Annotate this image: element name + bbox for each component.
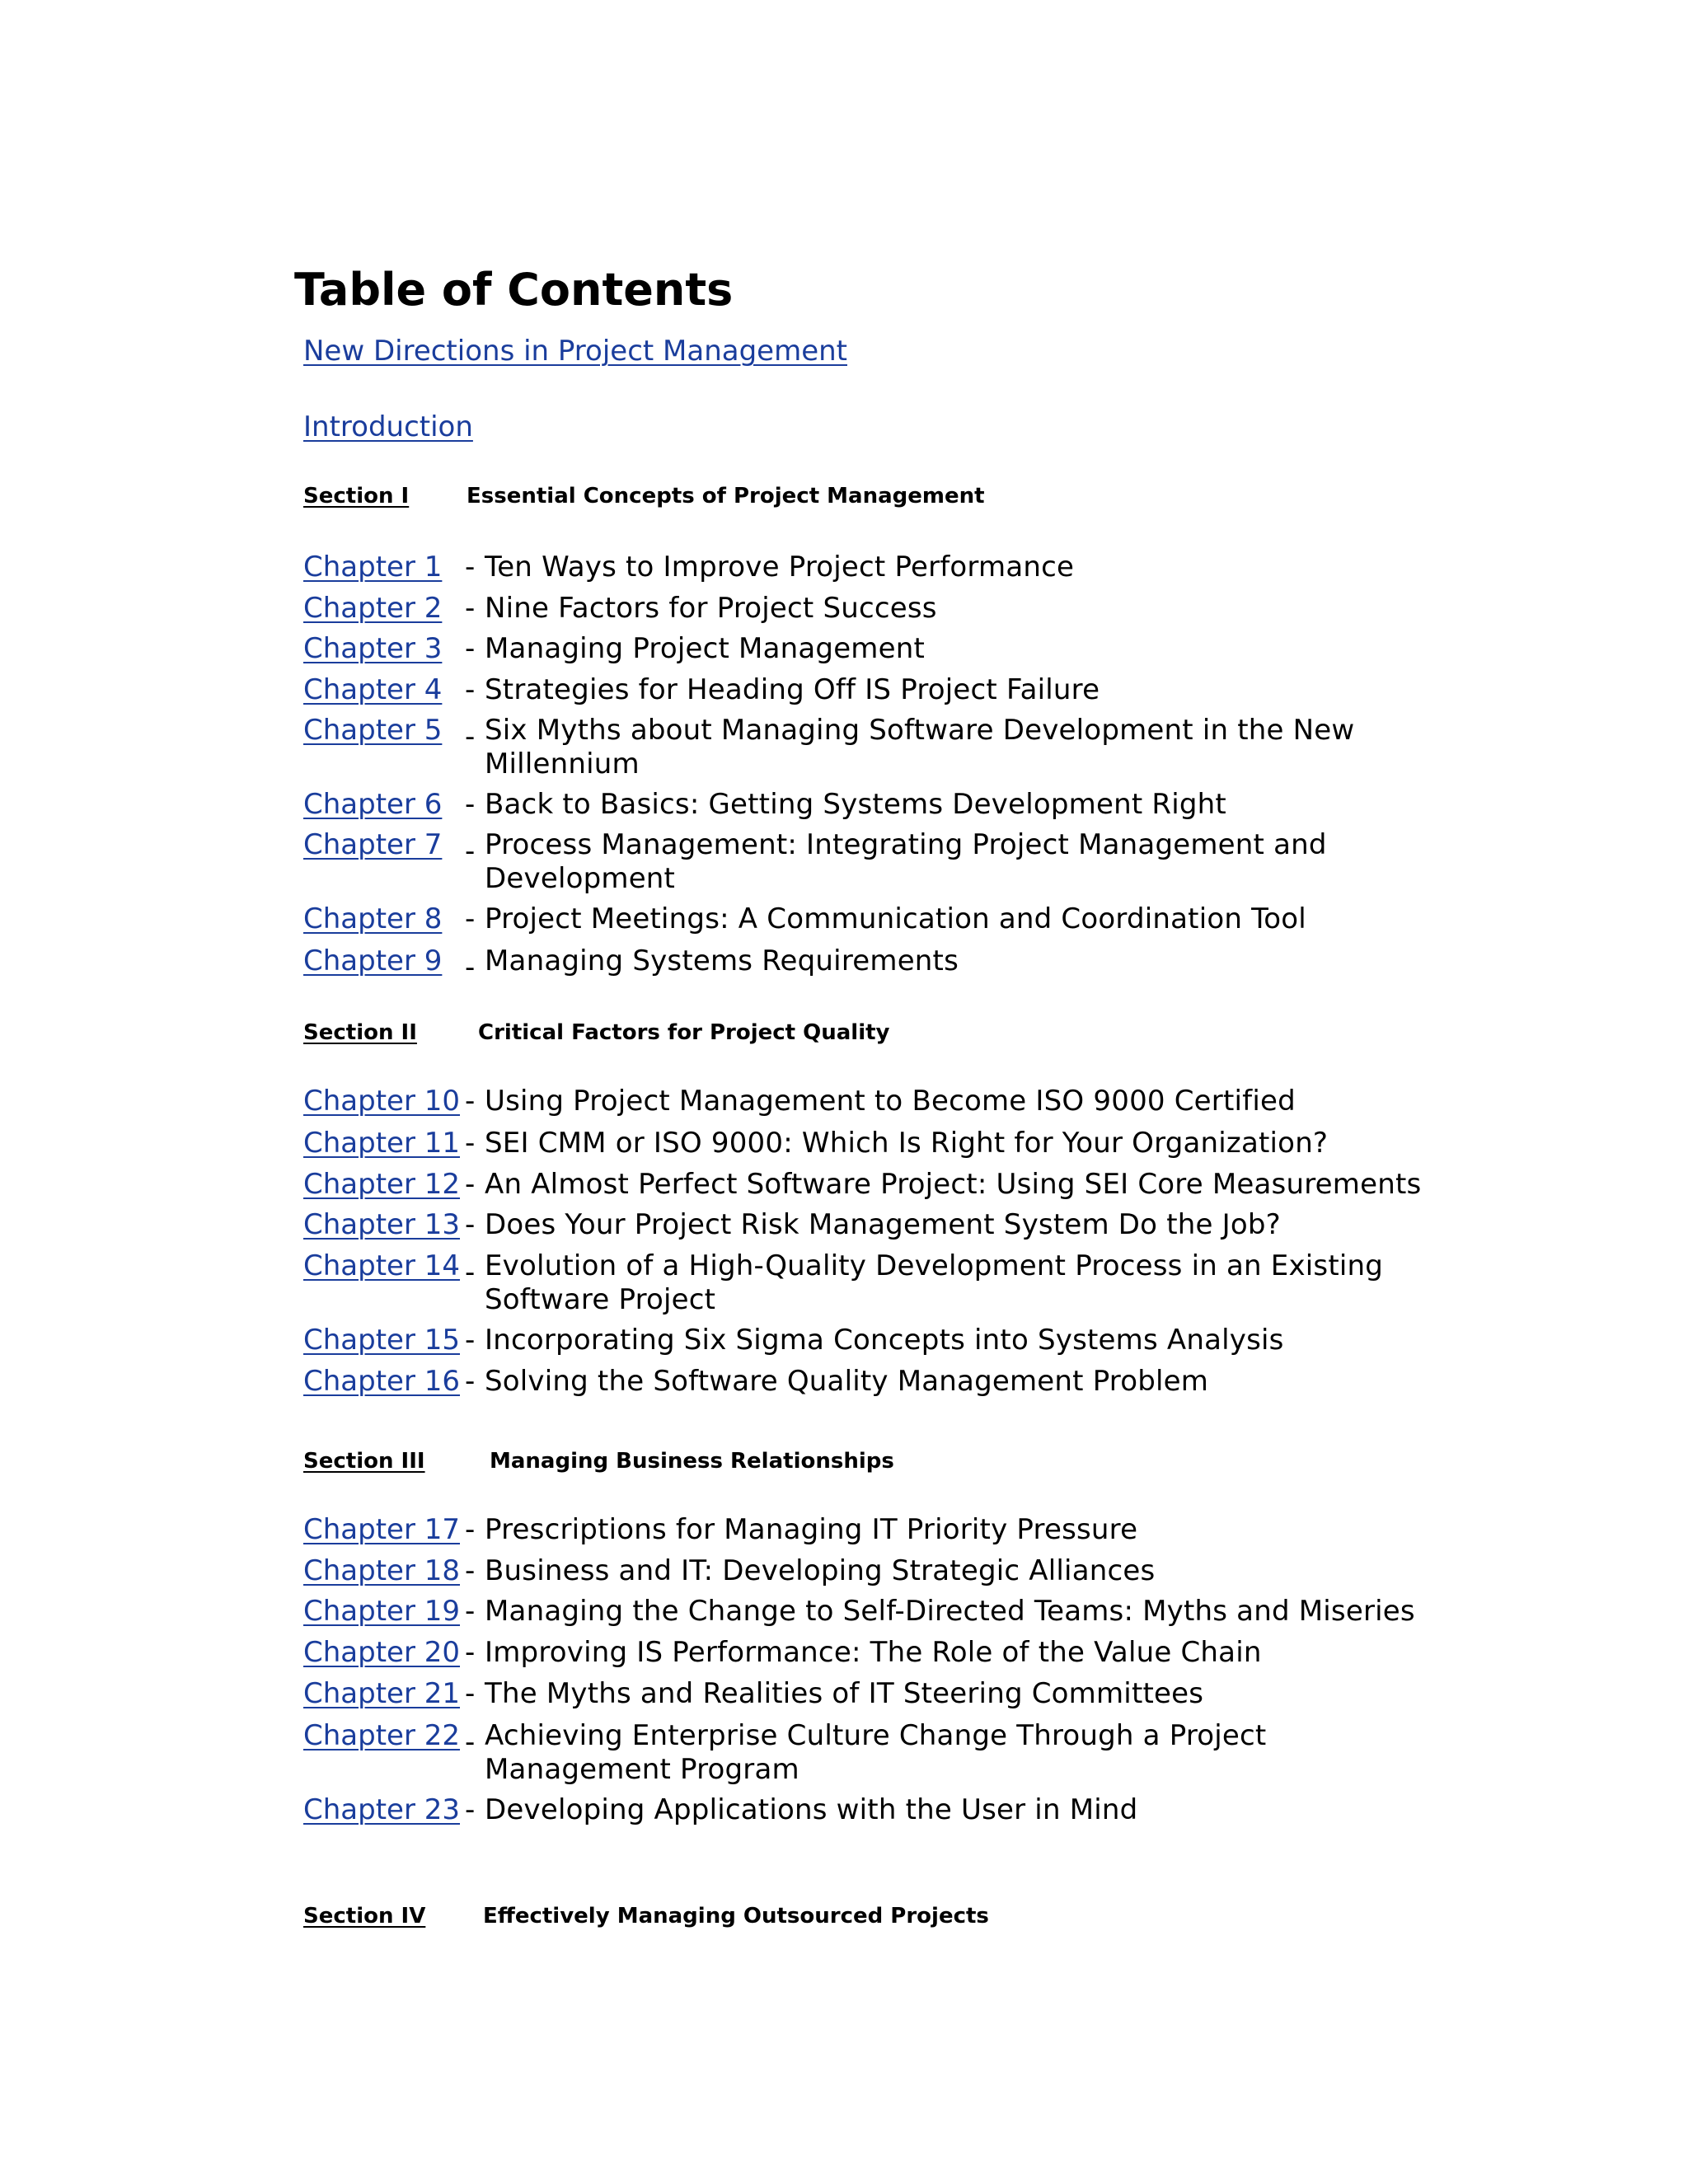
chapter-title: Business and IT: Developing Strategic Alliances: [485, 1554, 1156, 1587]
chapter-title: SEI CMM or ISO 9000: Which Is Right for Your Organization?: [485, 1127, 1329, 1160]
chapter-link[interactable]: Chapter 22: [303, 1719, 461, 1752]
chapter-link[interactable]: Chapter 18: [303, 1554, 461, 1587]
chapter-title: Project Meetings: A Communication and Coordination Tool: [485, 902, 1306, 935]
chapter-title: Managing Systems Requirements: [485, 944, 959, 977]
section-title: Critical Factors for Project Quality: [478, 1020, 890, 1045]
section-title: Managing Business Relationships: [490, 1449, 894, 1474]
entry-dash: -: [465, 788, 476, 821]
chapter-title: Prescriptions for Managing IT Priority Pressure: [485, 1513, 1138, 1546]
chapter-title: Evolution of a High-Quality Development Process in an Existing Software Project: [485, 1249, 1384, 1316]
section-title: Effectively Managing Outsourced Projects: [483, 1904, 989, 1929]
entry-dash: -: [465, 592, 476, 625]
chapter-link[interactable]: Chapter 20: [303, 1636, 461, 1669]
chapter-title: An Almost Perfect Software Project: Using SEI Core Measurements: [485, 1168, 1422, 1201]
chapter-title: Developing Applications with the User in Mind: [485, 1793, 1138, 1826]
section-label: Section IV: [303, 1904, 426, 1929]
chapter-link[interactable]: Chapter 2: [303, 592, 443, 625]
chapter-link[interactable]: Chapter 15: [303, 1324, 461, 1357]
entry-dash: -: [465, 1595, 476, 1628]
chapter-title: Process Management: Integrating Project Management and Development: [485, 828, 1327, 895]
chapter-link[interactable]: Chapter 12: [303, 1168, 461, 1201]
entry-dash: -: [465, 632, 476, 665]
link-introduction[interactable]: Introduction: [303, 410, 473, 443]
entry-dash: -: [465, 1677, 476, 1710]
entry-dash: -: [465, 1554, 476, 1587]
chapter-title: Incorporating Six Sigma Concepts into Systems Analysis: [485, 1324, 1284, 1357]
entry-dash: -: [465, 1726, 476, 1759]
chapter-title: Strategies for Heading Off IS Project Failure: [485, 673, 1100, 706]
chapter-link[interactable]: Chapter 3: [303, 632, 443, 665]
chapter-title: Managing the Change to Self-Directed Teams: Myths and Miseries: [485, 1595, 1415, 1628]
chapter-link[interactable]: Chapter 21: [303, 1677, 461, 1710]
section-label: Section I: [303, 484, 410, 509]
entry-dash: -: [465, 835, 476, 868]
chapter-title: Ten Ways to Improve Project Performance: [485, 551, 1075, 583]
entry-dash: -: [465, 902, 476, 935]
chapter-link[interactable]: Chapter 13: [303, 1208, 461, 1241]
entry-dash: -: [465, 1365, 476, 1398]
chapter-link[interactable]: Chapter 19: [303, 1595, 461, 1628]
chapter-link[interactable]: Chapter 17: [303, 1513, 461, 1546]
section-title: Essential Concepts of Project Management: [467, 484, 985, 509]
chapter-title: Does Your Project Risk Management System Do the Job?: [485, 1208, 1281, 1241]
entry-dash: -: [465, 1636, 476, 1669]
entry-dash: -: [465, 1208, 476, 1241]
entry-dash: -: [465, 551, 476, 583]
entry-dash: -: [465, 951, 476, 984]
chapter-title: Using Project Management to Become ISO 9000 Certified: [485, 1085, 1296, 1118]
chapter-link[interactable]: Chapter 8: [303, 902, 443, 935]
chapter-link[interactable]: Chapter 7: [303, 828, 443, 861]
chapter-link[interactable]: Chapter 11: [303, 1127, 461, 1160]
chapter-title: Improving IS Performance: The Role of the Value Chain: [485, 1636, 1262, 1669]
chapter-title: Solving the Software Quality Management Problem: [485, 1365, 1209, 1398]
entry-dash: -: [465, 1513, 476, 1546]
entry-dash: -: [465, 1127, 476, 1160]
chapter-link[interactable]: Chapter 4: [303, 673, 443, 706]
chapter-link[interactable]: Chapter 23: [303, 1793, 461, 1826]
section-label: Section II: [303, 1020, 417, 1045]
chapter-link[interactable]: Chapter 14: [303, 1249, 461, 1282]
chapter-link[interactable]: Chapter 9: [303, 944, 443, 977]
entry-dash: -: [465, 673, 476, 706]
chapter-title: Six Myths about Managing Software Development in the New Millennium: [485, 714, 1355, 780]
chapter-link[interactable]: Chapter 16: [303, 1365, 461, 1398]
chapter-title: The Myths and Realities of IT Steering Committees: [485, 1677, 1204, 1710]
chapter-link[interactable]: Chapter 5: [303, 714, 443, 747]
entry-dash: -: [465, 720, 476, 753]
entry-dash: -: [465, 1324, 476, 1357]
entry-dash: -: [465, 1256, 476, 1289]
link-new-directions[interactable]: New Directions in Project Management: [303, 335, 847, 368]
chapter-link[interactable]: Chapter 1: [303, 551, 443, 583]
page-title: Table of Contents: [294, 264, 734, 316]
chapter-link[interactable]: Chapter 6: [303, 788, 443, 821]
entry-dash: -: [465, 1168, 476, 1201]
chapter-title: Managing Project Management: [485, 632, 926, 665]
section-label: Section III: [303, 1449, 425, 1474]
chapter-title: Achieving Enterprise Culture Change Through a Project Management Program: [485, 1719, 1267, 1786]
chapter-title: Back to Basics: Getting Systems Development Right: [485, 788, 1226, 821]
chapter-title: Nine Factors for Project Success: [485, 592, 937, 625]
chapter-link[interactable]: Chapter 10: [303, 1085, 461, 1118]
entry-dash: -: [465, 1793, 476, 1826]
entry-dash: -: [465, 1085, 476, 1118]
